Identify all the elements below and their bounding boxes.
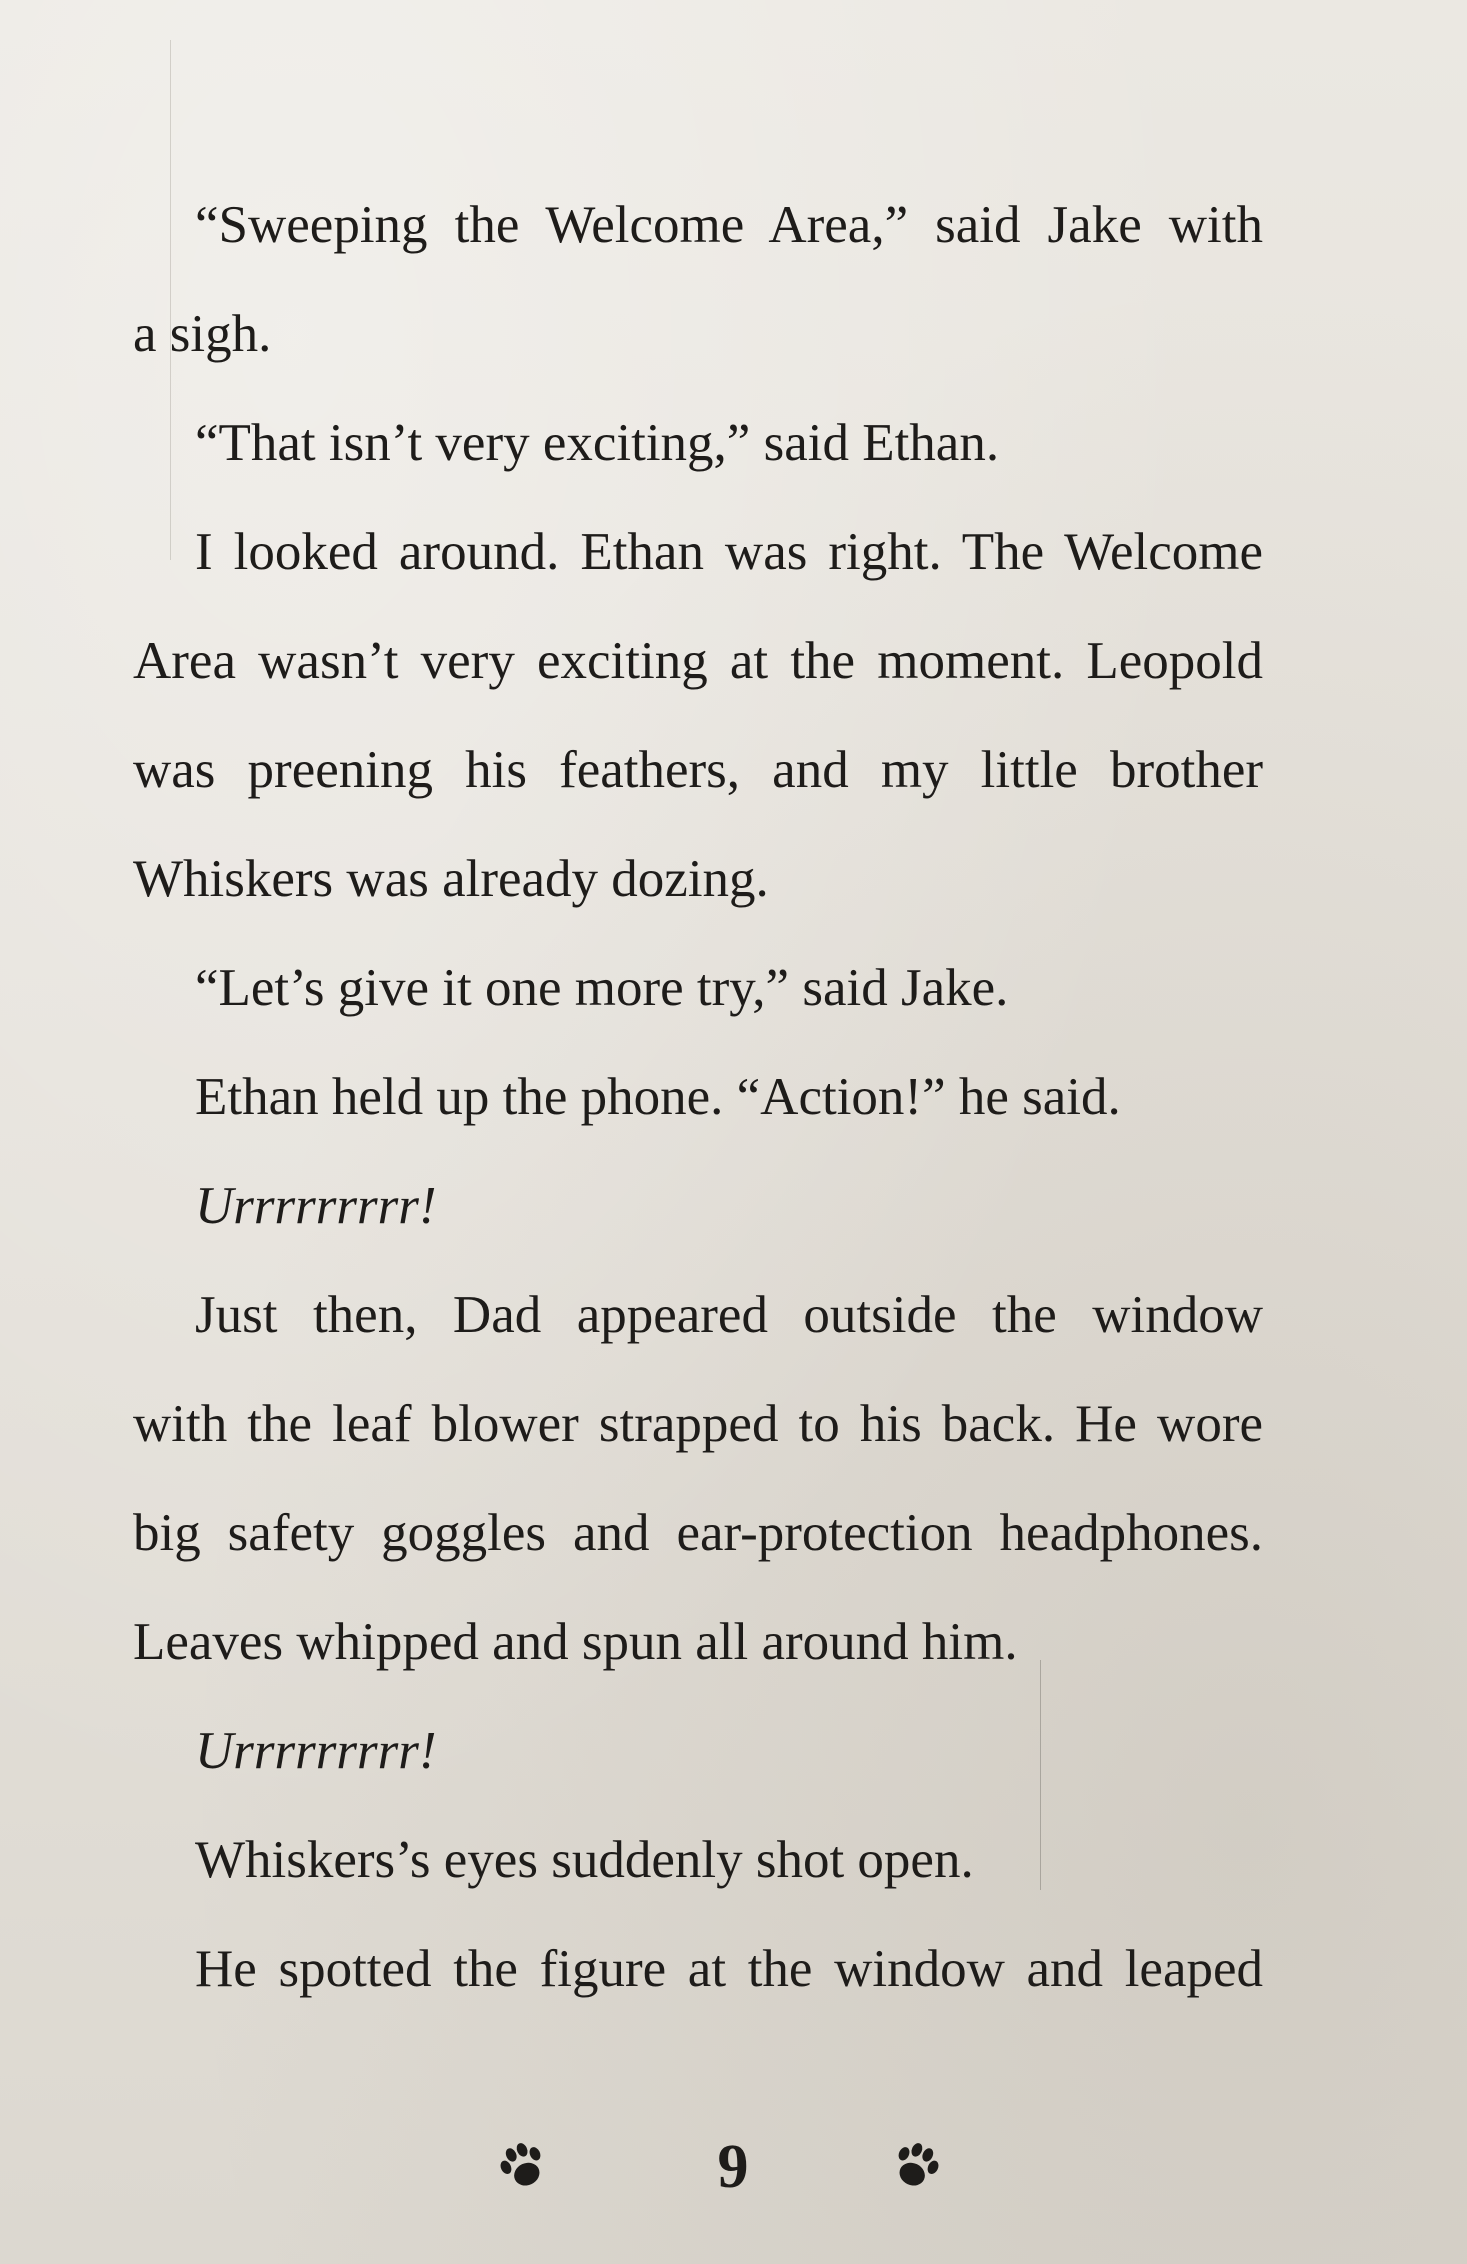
text-line: Whiskers’s eyes suddenly shot open.	[195, 1831, 974, 1889]
text-line: with the leaf blower strapped to his back. He wore	[133, 1395, 1263, 1453]
text-line: Area wasn’t very exciting at the moment. Leopold	[133, 632, 1263, 690]
text-line: He spotted the figure at the window and leaped	[195, 1940, 1263, 1998]
paw-print-icon	[495, 2138, 551, 2194]
text-line: was preening his feathers, and my little brother	[133, 741, 1263, 799]
text-line: Ethan held up the phone. “Action!” he said.	[195, 1068, 1121, 1126]
page-number: 9	[717, 2133, 749, 2201]
paw-print-icon	[888, 2138, 944, 2194]
text-line: “Sweeping the Welcome Area,” said Jake with	[195, 196, 1263, 254]
text-line: Whiskers was already dozing.	[133, 850, 769, 908]
text-line: “That isn’t very exciting,” said Ethan.	[195, 414, 1000, 472]
text-line: a sigh.	[133, 305, 272, 363]
sound-effect-line: Urrrrrrrrr!	[195, 1722, 437, 1780]
text-line: Leaves whipped and spun all around him.	[133, 1613, 1018, 1671]
sound-effect-line: Urrrrrrrrr!	[195, 1177, 437, 1235]
text-line: “Let’s give it one more try,” said Jake.	[195, 959, 1009, 1017]
text-line: big safety goggles and ear-protection headphones.	[133, 1504, 1263, 1562]
text-line: I looked around. Ethan was right. The Welcome	[195, 523, 1263, 581]
page-footer	[0, 2132, 1467, 2212]
text-line: Just then, Dad appeared outside the window	[195, 1286, 1263, 1344]
